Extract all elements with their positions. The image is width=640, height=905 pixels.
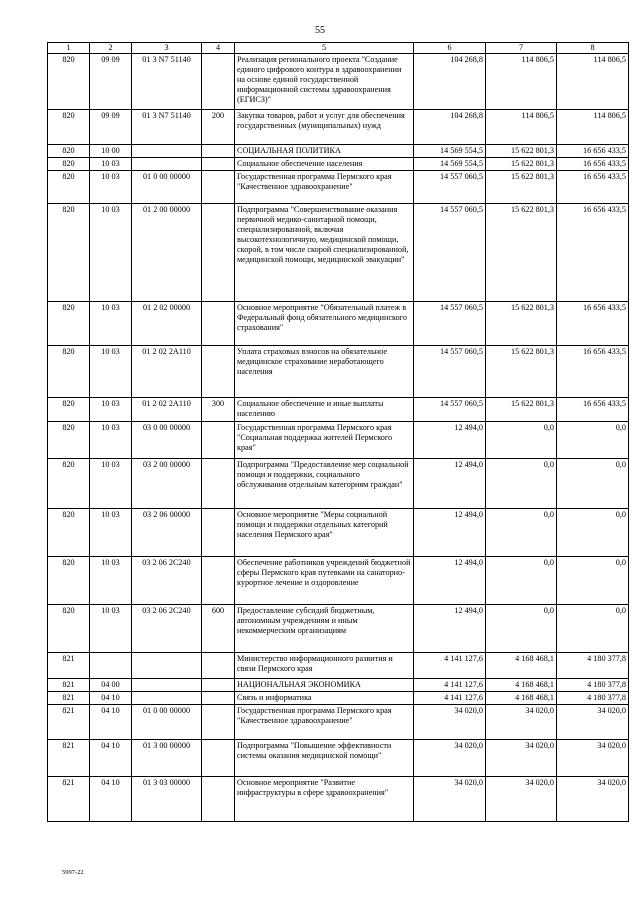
table-row — [48, 145, 629, 158]
cell-expense-type: 300 — [202, 398, 235, 422]
cell-amount-col7: 34 020,0 — [486, 740, 557, 777]
column-header: 6 — [414, 43, 486, 54]
cell-section: 10 03 — [90, 557, 132, 605]
table-row — [48, 605, 629, 653]
cell-section: 09 09 — [90, 54, 132, 110]
cell-grbs: 821 — [48, 679, 90, 692]
cell-target-article: 03 0 00 00000 — [132, 422, 202, 459]
cell-description: Государственная программа Пермского края "Социальная поддержка жителей Пермского края" — [235, 422, 414, 459]
cell-section: 10 00 — [90, 145, 132, 158]
cell-grbs: 820 — [48, 346, 90, 398]
cell-expense-type — [202, 158, 235, 171]
cell-amount-col8: 16 656 433,5 — [557, 145, 629, 158]
cell-description: СОЦИАЛЬНАЯ ПОЛИТИКА — [235, 145, 414, 158]
cell-amount-col6: 104 268,8 — [414, 110, 486, 145]
table-row — [48, 158, 629, 171]
cell-description: Подпрограмма "Совершенствование оказания первичной медико-санитарной помощи, специализированной, включая высокотехнологичную, медицинской помощи, скорой, в том числе скорой специализированной, медицинской помощи, медицинской эвакуации" — [235, 204, 414, 302]
cell-description: Основное мероприятие "Меры социальной помощи и поддержки отдельных категорий населения Пермского края" — [235, 509, 414, 557]
table-row — [48, 653, 629, 679]
cell-amount-col6: 14 557 060,5 — [414, 302, 486, 346]
cell-target-article: 03 2 06 2C240 — [132, 557, 202, 605]
cell-section: 04 10 — [90, 705, 132, 740]
cell-section: 04 00 — [90, 679, 132, 692]
cell-amount-col6: 4 141 127,6 — [414, 679, 486, 692]
cell-description: Социальное обеспечение населения — [235, 158, 414, 171]
cell-expense-type — [202, 705, 235, 740]
cell-target-article — [132, 653, 202, 679]
table-row — [48, 740, 629, 777]
cell-amount-col7: 15 622 801,3 — [486, 346, 557, 398]
cell-amount-col7: 4 168 468,1 — [486, 653, 557, 679]
cell-description: Основное мероприятие "Развитие инфраструктуры в сфере здравоохранения" — [235, 777, 414, 822]
cell-amount-col6: 14 557 060,5 — [414, 171, 486, 204]
cell-expense-type — [202, 509, 235, 557]
cell-section: 10 03 — [90, 398, 132, 422]
cell-grbs: 820 — [48, 398, 90, 422]
cell-section: 04 10 — [90, 692, 132, 705]
cell-grbs: 820 — [48, 171, 90, 204]
cell-target-article: 01 3 N7 51140 — [132, 110, 202, 145]
cell-grbs: 820 — [48, 54, 90, 110]
cell-description: Связь и информатика — [235, 692, 414, 705]
cell-amount-col7: 0,0 — [486, 557, 557, 605]
cell-amount-col8: 0,0 — [557, 605, 629, 653]
cell-amount-col8: 34 020,0 — [557, 740, 629, 777]
cell-amount-col7: 15 622 801,3 — [486, 171, 557, 204]
cell-target-article: 01 3 00 00000 — [132, 740, 202, 777]
table-row — [48, 171, 629, 204]
column-header: 5 — [235, 43, 414, 54]
cell-amount-col8: 16 656 433,5 — [557, 158, 629, 171]
cell-amount-col8: 4 180 377,8 — [557, 653, 629, 679]
cell-amount-col8: 16 656 433,5 — [557, 302, 629, 346]
cell-section: 04 10 — [90, 777, 132, 822]
cell-section: 09 09 — [90, 110, 132, 145]
cell-amount-col8: 114 806,5 — [557, 110, 629, 145]
cell-amount-col8: 0,0 — [557, 509, 629, 557]
column-header: 2 — [90, 43, 132, 54]
cell-target-article: 01 0 00 00000 — [132, 171, 202, 204]
cell-target-article: 01 2 02 2A110 — [132, 346, 202, 398]
cell-amount-col6: 12 494,0 — [414, 509, 486, 557]
cell-amount-col6: 12 494,0 — [414, 422, 486, 459]
cell-amount-col6: 12 494,0 — [414, 605, 486, 653]
cell-grbs: 820 — [48, 302, 90, 346]
cell-grbs: 820 — [48, 158, 90, 171]
cell-grbs: 820 — [48, 422, 90, 459]
cell-amount-col8: 0,0 — [557, 422, 629, 459]
cell-expense-type — [202, 740, 235, 777]
cell-section: 10 03 — [90, 204, 132, 302]
cell-expense-type — [202, 145, 235, 158]
cell-expense-type — [202, 346, 235, 398]
table-row — [48, 705, 629, 740]
cell-expense-type — [202, 679, 235, 692]
cell-amount-col7: 114 806,5 — [486, 110, 557, 145]
cell-target-article: 01 2 02 2A110 — [132, 398, 202, 422]
cell-amount-col7: 15 622 801,3 — [486, 158, 557, 171]
cell-amount-col6: 14 569 554,5 — [414, 145, 486, 158]
cell-target-article — [132, 158, 202, 171]
cell-amount-col6: 12 494,0 — [414, 459, 486, 509]
table-row — [48, 509, 629, 557]
cell-amount-col6: 12 494,0 — [414, 557, 486, 605]
cell-amount-col8: 0,0 — [557, 557, 629, 605]
cell-description: Социальное обеспечение и иные выплаты населению — [235, 398, 414, 422]
cell-amount-col6: 4 141 127,6 — [414, 692, 486, 705]
cell-amount-col8: 34 020,0 — [557, 705, 629, 740]
cell-expense-type: 200 — [202, 110, 235, 145]
cell-grbs: 820 — [48, 605, 90, 653]
cell-target-article — [132, 692, 202, 705]
table-row — [48, 679, 629, 692]
cell-description: Государственная программа Пермского края "Качественное здравоохранение" — [235, 705, 414, 740]
cell-amount-col7: 34 020,0 — [486, 705, 557, 740]
table-row — [48, 110, 629, 145]
cell-section: 10 03 — [90, 158, 132, 171]
column-header: 1 — [48, 43, 90, 54]
table-row — [48, 422, 629, 459]
cell-section: 10 03 — [90, 302, 132, 346]
cell-grbs: 820 — [48, 145, 90, 158]
cell-expense-type — [202, 557, 235, 605]
cell-description: Подпрограмма "Предоставление мер социальной помощи и поддержки, социального обслуживания отдельным категориям граждан" — [235, 459, 414, 509]
table-row — [48, 302, 629, 346]
cell-section: 10 03 — [90, 171, 132, 204]
cell-target-article: 01 2 00 00000 — [132, 204, 202, 302]
cell-expense-type — [202, 302, 235, 346]
document-code: 5997-22 — [62, 869, 84, 876]
cell-target-article: 03 2 00 00000 — [132, 459, 202, 509]
table-header-row — [48, 43, 629, 54]
cell-amount-col6: 4 141 127,6 — [414, 653, 486, 679]
cell-grbs: 821 — [48, 705, 90, 740]
cell-expense-type — [202, 653, 235, 679]
cell-amount-col7: 15 622 801,3 — [486, 302, 557, 346]
cell-amount-col7: 15 622 801,3 — [486, 145, 557, 158]
cell-description: Основное мероприятие "Обязательный платеж в Федеральный фонд обязательного медицинского страхования" — [235, 302, 414, 346]
table-row — [48, 346, 629, 398]
cell-expense-type — [202, 459, 235, 509]
column-header: 4 — [202, 43, 235, 54]
cell-grbs: 821 — [48, 653, 90, 679]
cell-expense-type — [202, 777, 235, 822]
cell-section: 10 03 — [90, 422, 132, 459]
cell-grbs: 820 — [48, 509, 90, 557]
cell-section: 10 03 — [90, 459, 132, 509]
cell-target-article: 01 3 03 00000 — [132, 777, 202, 822]
cell-description: Реализация регионального проекта "Создание единого цифрового контура в здравоохранении на основе единой государственной информационной системы здравоохранения (ЕГИСЗ)" — [235, 54, 414, 110]
cell-amount-col6: 104 268,8 — [414, 54, 486, 110]
cell-amount-col8: 4 180 377,8 — [557, 679, 629, 692]
cell-section: 10 03 — [90, 509, 132, 557]
cell-amount-col8: 4 180 377,8 — [557, 692, 629, 705]
cell-description: Министерство информационного развития и связи Пермского края — [235, 653, 414, 679]
cell-description: Закупка товаров, работ и услуг для обеспечения государственных (муниципальных) нужд — [235, 110, 414, 145]
cell-grbs: 820 — [48, 459, 90, 509]
column-header: 3 — [132, 43, 202, 54]
cell-amount-col7: 4 168 468,1 — [486, 679, 557, 692]
cell-amount-col7: 114 806,5 — [486, 54, 557, 110]
cell-amount-col6: 34 020,0 — [414, 705, 486, 740]
cell-target-article: 03 2 06 2C240 — [132, 605, 202, 653]
cell-section: 04 10 — [90, 740, 132, 777]
table-row — [48, 398, 629, 422]
cell-target-article — [132, 145, 202, 158]
cell-amount-col8: 16 656 433,5 — [557, 398, 629, 422]
cell-description: Государственная программа Пермского края "Качественное здравоохранение" — [235, 171, 414, 204]
cell-amount-col7: 0,0 — [486, 459, 557, 509]
cell-amount-col6: 34 020,0 — [414, 777, 486, 822]
cell-amount-col6: 14 557 060,5 — [414, 398, 486, 422]
cell-amount-col8: 16 656 433,5 — [557, 204, 629, 302]
table-row — [48, 777, 629, 822]
cell-description: Предоставление субсидий бюджетным, автономным учреждениям и иным некоммерческим организациям — [235, 605, 414, 653]
cell-amount-col6: 14 557 060,5 — [414, 346, 486, 398]
cell-amount-col7: 4 168 468,1 — [486, 692, 557, 705]
cell-amount-col7: 0,0 — [486, 422, 557, 459]
cell-amount-col6: 34 020,0 — [414, 740, 486, 777]
cell-description: Подпрограмма "Повышение эффективности системы оказания медицинской помощи" — [235, 740, 414, 777]
cell-amount-col7: 15 622 801,3 — [486, 398, 557, 422]
cell-amount-col8: 34 020,0 — [557, 777, 629, 822]
cell-description: Обеспечение работников учреждений бюджетной сферы Пермского края путевками на санаторно-курортное лечение и оздоровление — [235, 557, 414, 605]
cell-amount-col8: 16 656 433,5 — [557, 171, 629, 204]
cell-target-article: 01 0 00 00000 — [132, 705, 202, 740]
cell-description: НАЦИОНАЛЬНАЯ ЭКОНОМИКА — [235, 679, 414, 692]
cell-grbs: 821 — [48, 740, 90, 777]
cell-expense-type — [202, 692, 235, 705]
column-header: 8 — [557, 43, 629, 54]
cell-amount-col8: 16 656 433,5 — [557, 346, 629, 398]
cell-expense-type — [202, 204, 235, 302]
cell-expense-type — [202, 171, 235, 204]
table-row — [48, 54, 629, 110]
cell-amount-col7: 0,0 — [486, 605, 557, 653]
cell-grbs: 820 — [48, 110, 90, 145]
cell-grbs: 821 — [48, 777, 90, 822]
cell-expense-type — [202, 422, 235, 459]
cell-amount-col6: 14 557 060,5 — [414, 204, 486, 302]
cell-grbs: 821 — [48, 692, 90, 705]
table-row — [48, 204, 629, 302]
table-row — [48, 459, 629, 509]
cell-target-article — [132, 679, 202, 692]
cell-amount-col7: 15 622 801,3 — [486, 204, 557, 302]
table-row — [48, 557, 629, 605]
cell-target-article: 01 3 N7 51140 — [132, 54, 202, 110]
cell-grbs: 820 — [48, 204, 90, 302]
budget-table — [47, 42, 629, 822]
column-header: 7 — [486, 43, 557, 54]
cell-amount-col8: 0,0 — [557, 459, 629, 509]
cell-target-article: 01 2 02 00000 — [132, 302, 202, 346]
cell-section: 10 03 — [90, 346, 132, 398]
cell-section: 10 03 — [90, 605, 132, 653]
cell-expense-type — [202, 54, 235, 110]
page-number: 55 — [315, 25, 325, 36]
cell-expense-type: 600 — [202, 605, 235, 653]
cell-amount-col8: 114 806,5 — [557, 54, 629, 110]
cell-description: Уплата страховых взносов на обязательное медицинское страхование неработающего населения — [235, 346, 414, 398]
cell-grbs: 820 — [48, 557, 90, 605]
cell-amount-col6: 14 569 554,5 — [414, 158, 486, 171]
cell-section — [90, 653, 132, 679]
cell-amount-col7: 0,0 — [486, 509, 557, 557]
table-row — [48, 692, 629, 705]
cell-amount-col7: 34 020,0 — [486, 777, 557, 822]
cell-target-article: 03 2 06 00000 — [132, 509, 202, 557]
